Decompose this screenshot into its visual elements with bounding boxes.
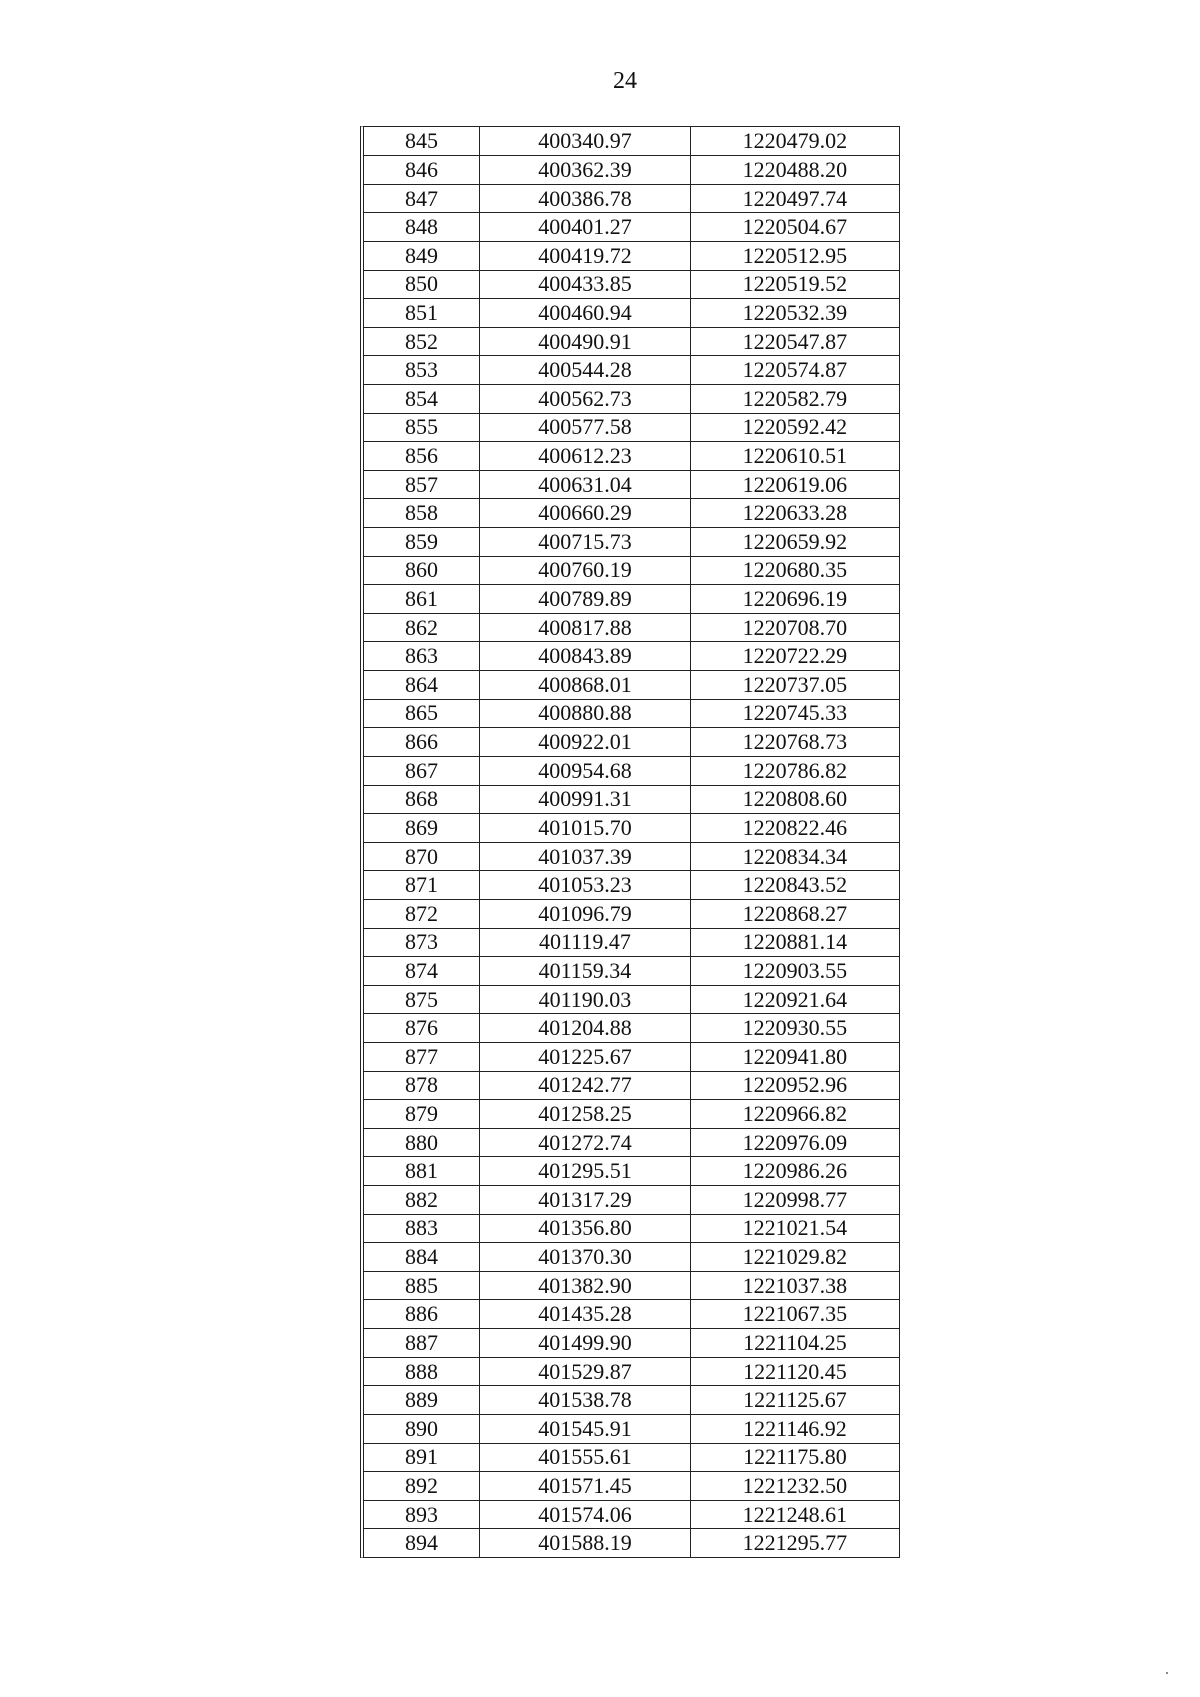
table-row (364, 413, 899, 442)
table-row (364, 1186, 899, 1215)
x-coordinate-cell: 401356.80 (480, 1214, 691, 1243)
x-coordinate-cell: 401571.45 (480, 1472, 691, 1501)
table-row (364, 270, 899, 299)
point-number-cell: 859 (364, 528, 480, 557)
x-coordinate-cell: 401037.39 (480, 842, 691, 871)
y-coordinate-cell: 1220843.52 (690, 871, 899, 900)
point-number-cell: 851 (364, 299, 480, 328)
point-number-cell: 884 (364, 1243, 480, 1272)
x-coordinate-cell: 401053.23 (480, 871, 691, 900)
point-number-cell: 870 (364, 842, 480, 871)
table-row (364, 299, 899, 328)
x-coordinate-cell: 400362.39 (480, 156, 691, 185)
x-coordinate-cell: 400577.58 (480, 413, 691, 442)
x-coordinate-cell: 401382.90 (480, 1271, 691, 1300)
table-row (364, 1128, 899, 1157)
point-number-cell: 881 (364, 1157, 480, 1186)
y-coordinate-cell: 1220610.51 (690, 442, 899, 471)
x-coordinate-cell: 401588.19 (480, 1529, 691, 1558)
y-coordinate-cell: 1220834.34 (690, 842, 899, 871)
y-coordinate-cell: 1220680.35 (690, 556, 899, 585)
y-coordinate-cell: 1221037.38 (690, 1271, 899, 1300)
table-row (364, 1243, 899, 1272)
point-number-cell: 858 (364, 499, 480, 528)
x-coordinate-cell: 400631.04 (480, 470, 691, 499)
y-coordinate-cell: 1220808.60 (690, 785, 899, 814)
y-coordinate-cell: 1220488.20 (690, 156, 899, 185)
table-row (364, 384, 899, 413)
y-coordinate-cell: 1220998.77 (690, 1186, 899, 1215)
table-row (364, 1386, 899, 1415)
table-row (364, 470, 899, 499)
x-coordinate-cell: 400954.68 (480, 756, 691, 785)
table-row (364, 1043, 899, 1072)
x-coordinate-cell: 400544.28 (480, 356, 691, 385)
table-row (364, 728, 899, 757)
x-coordinate-cell: 400386.78 (480, 184, 691, 213)
x-coordinate-cell: 400817.88 (480, 613, 691, 642)
point-number-cell: 888 (364, 1357, 480, 1386)
x-coordinate-cell: 401574.06 (480, 1500, 691, 1529)
x-coordinate-cell: 400433.85 (480, 270, 691, 299)
point-number-cell: 862 (364, 613, 480, 642)
x-coordinate-cell: 401159.34 (480, 957, 691, 986)
x-coordinate-cell: 401545.91 (480, 1414, 691, 1443)
table-row (364, 899, 899, 928)
y-coordinate-cell: 1220659.92 (690, 528, 899, 557)
table-row (364, 327, 899, 356)
scan-speck (1166, 1672, 1168, 1674)
point-number-cell: 873 (364, 928, 480, 957)
y-coordinate-cell: 1221295.77 (742, 1530, 848, 1556)
y-coordinate-cell: 1221125.67 (690, 1386, 899, 1415)
y-coordinate-cell: 1220619.06 (690, 470, 899, 499)
x-coordinate-cell: 401204.88 (480, 1014, 691, 1043)
point-number-cell: 871 (364, 871, 480, 900)
x-coordinate-cell: 401225.67 (480, 1043, 691, 1072)
point-number-cell: 848 (364, 213, 480, 242)
table-row (364, 1214, 899, 1243)
y-coordinate-cell: 1221232.50 (690, 1472, 899, 1501)
table-row (364, 1071, 899, 1100)
table-row (364, 184, 899, 213)
y-coordinate-cell: 1220868.27 (690, 899, 899, 928)
point-number-cell: 850 (364, 270, 480, 299)
x-coordinate-cell: 401258.25 (480, 1100, 691, 1129)
point-number-cell: 886 (364, 1300, 480, 1329)
x-coordinate-cell: 400760.19 (480, 556, 691, 585)
point-number-cell: 882 (364, 1186, 480, 1215)
y-coordinate-cell: 1220497.74 (690, 184, 899, 213)
x-coordinate-cell: 400562.73 (480, 384, 691, 413)
point-number-cell: 885 (364, 1271, 480, 1300)
table-row (364, 499, 899, 528)
x-coordinate-cell: 400991.31 (480, 785, 691, 814)
x-coordinate-cell: 400460.94 (480, 299, 691, 328)
point-number-cell: 891 (364, 1443, 480, 1472)
point-number-cell: 879 (364, 1100, 480, 1129)
point-number-cell: 894 (364, 1529, 480, 1558)
x-coordinate-cell: 400612.23 (480, 442, 691, 471)
point-number-cell: 875 (364, 985, 480, 1014)
point-number-cell: 883 (364, 1214, 480, 1243)
x-coordinate-cell: 400401.27 (480, 213, 691, 242)
x-coordinate-cell: 401295.51 (480, 1157, 691, 1186)
y-coordinate-cell: 1221029.82 (690, 1243, 899, 1272)
table-row (364, 814, 899, 843)
x-coordinate-cell: 400490.91 (480, 327, 691, 356)
y-coordinate-cell: 1220512.95 (690, 241, 899, 270)
point-number-cell: 878 (364, 1071, 480, 1100)
x-coordinate-cell: 401119.47 (480, 928, 691, 957)
table-row (364, 1271, 899, 1300)
x-coordinate-cell: 401499.90 (480, 1329, 691, 1358)
table-row (364, 585, 899, 614)
y-coordinate-cell: 1220708.70 (690, 613, 899, 642)
y-coordinate-cell: 1220822.46 (690, 814, 899, 843)
point-number-cell: 868 (364, 785, 480, 814)
point-number-cell: 892 (364, 1472, 480, 1501)
x-coordinate-cell: 401317.29 (480, 1186, 691, 1215)
x-coordinate-cell: 400843.89 (480, 642, 691, 671)
table-row (364, 1157, 899, 1186)
point-number-cell: 852 (364, 327, 480, 356)
table-row (364, 1472, 899, 1501)
y-coordinate-cell: 1220547.87 (690, 327, 899, 356)
point-number-cell: 864 (364, 671, 480, 700)
y-coordinate-cell: 1220745.33 (690, 699, 899, 728)
y-coordinate-cell: 1220976.09 (690, 1128, 899, 1157)
table-row (364, 1443, 899, 1472)
point-number-cell: 847 (364, 184, 480, 213)
table-row (364, 241, 899, 270)
point-number-cell: 861 (364, 585, 480, 614)
table-row (364, 842, 899, 871)
point-number-cell: 880 (364, 1128, 480, 1157)
table-row (364, 699, 899, 728)
point-number-cell: 845 (364, 127, 480, 156)
table-row (364, 442, 899, 471)
point-number-cell: 893 (364, 1500, 480, 1529)
point-number-cell: 874 (364, 957, 480, 986)
x-coordinate-cell: 401242.77 (480, 1071, 691, 1100)
y-coordinate-cell: 1220966.82 (690, 1100, 899, 1129)
x-coordinate-cell: 400789.89 (480, 585, 691, 614)
x-coordinate-cell: 401435.28 (480, 1300, 691, 1329)
y-coordinate-cell: 1220696.19 (690, 585, 899, 614)
table-row (364, 356, 899, 385)
point-number-cell: 889 (364, 1386, 480, 1415)
table-row (364, 1100, 899, 1129)
point-number-cell: 866 (364, 728, 480, 757)
table-row (364, 1414, 899, 1443)
y-coordinate-cell: 1220952.96 (690, 1071, 899, 1100)
y-coordinate-cell: 1221248.61 (690, 1500, 899, 1529)
y-coordinate-cell: 1220921.64 (690, 985, 899, 1014)
table-row (364, 528, 899, 557)
table-row (364, 1014, 899, 1043)
table-row (364, 928, 899, 957)
y-coordinate-cell: 1221104.25 (690, 1329, 899, 1358)
y-coordinate-cell: 1220768.73 (690, 728, 899, 757)
table-row (364, 985, 899, 1014)
coordinates-table (360, 126, 900, 1558)
y-coordinate-cell: 1220903.55 (690, 957, 899, 986)
point-number-cell: 853 (364, 356, 480, 385)
table-row (364, 1357, 899, 1386)
x-coordinate-cell: 400715.73 (480, 528, 691, 557)
x-coordinate-cell: 401190.03 (480, 985, 691, 1014)
x-coordinate-cell: 400340.97 (480, 127, 691, 156)
x-coordinate-cell: 400660.29 (480, 499, 691, 528)
table-row (364, 957, 899, 986)
y-coordinate-cell: 1220881.14 (690, 928, 899, 957)
table-row (364, 671, 899, 700)
y-coordinate-cell: 1221067.35 (690, 1300, 899, 1329)
y-coordinate-cell: 1220592.42 (690, 413, 899, 442)
point-number-cell: 877 (364, 1043, 480, 1072)
point-number-cell: 876 (364, 1014, 480, 1043)
point-number-cell: 863 (364, 642, 480, 671)
point-number-cell: 857 (364, 470, 480, 499)
point-number-cell: 860 (364, 556, 480, 585)
y-coordinate-cell: 1220722.29 (690, 642, 899, 671)
point-number-cell: 867 (364, 756, 480, 785)
table-row (364, 871, 899, 900)
point-number-cell: 869 (364, 814, 480, 843)
x-coordinate-cell: 401538.78 (480, 1386, 691, 1415)
x-coordinate-cell: 401370.30 (480, 1243, 691, 1272)
y-coordinate-cell: 1220479.02 (690, 127, 899, 156)
point-number-cell: 849 (364, 241, 480, 270)
y-coordinate-cell: 1220519.52 (690, 270, 899, 299)
y-coordinate-cell: 1220786.82 (690, 756, 899, 785)
coordinates-table-body (364, 127, 899, 1557)
table-row (364, 1300, 899, 1329)
point-number-cell: 865 (364, 699, 480, 728)
x-coordinate-cell: 401096.79 (480, 899, 691, 928)
y-coordinate-cell: 1220930.55 (690, 1014, 899, 1043)
y-coordinate-cell: 1220737.05 (690, 671, 899, 700)
table-row (364, 1529, 899, 1558)
table-row (364, 1329, 899, 1358)
table-row (364, 785, 899, 814)
table-row (364, 756, 899, 785)
point-number-cell: 872 (364, 899, 480, 928)
x-coordinate-cell: 400419.72 (480, 241, 691, 270)
table-row (364, 213, 899, 242)
y-coordinate-cell: 1220532.39 (690, 299, 899, 328)
x-coordinate-cell: 401272.74 (480, 1128, 691, 1157)
y-coordinate-cell: 1221146.92 (690, 1414, 899, 1443)
point-number-cell: 855 (364, 413, 480, 442)
page-number: 24 (613, 68, 637, 94)
table-row (364, 642, 899, 671)
x-coordinate-cell: 400922.01 (480, 728, 691, 757)
x-coordinate-cell: 401015.70 (480, 814, 691, 843)
x-coordinate-cell: 400868.01 (480, 671, 691, 700)
table-row (364, 556, 899, 585)
point-number-cell: 856 (364, 442, 480, 471)
y-coordinate-cell: 1220574.87 (690, 356, 899, 385)
y-coordinate-cell: 1220582.79 (690, 384, 899, 413)
table-row (364, 613, 899, 642)
y-coordinate-cell: 1221021.54 (690, 1214, 899, 1243)
x-coordinate-cell: 401529.87 (480, 1357, 691, 1386)
table-row (364, 156, 899, 185)
y-coordinate-cell: 1220941.80 (690, 1043, 899, 1072)
point-number-cell: 887 (364, 1329, 480, 1358)
table-row (364, 1500, 899, 1529)
point-number-cell: 890 (364, 1414, 480, 1443)
y-coordinate-cell: 1220633.28 (690, 499, 899, 528)
y-coordinate-cell: 1221120.45 (690, 1357, 899, 1386)
y-coordinate-cell: 1221175.80 (690, 1443, 899, 1472)
y-coordinate-cell: 1220986.26 (690, 1157, 899, 1186)
table-row (364, 127, 899, 156)
x-coordinate-cell: 401555.61 (480, 1443, 691, 1472)
y-coordinate-cell: 1220504.67 (690, 213, 899, 242)
point-number-cell: 854 (364, 384, 480, 413)
point-number-cell: 846 (364, 156, 480, 185)
x-coordinate-cell: 400880.88 (480, 699, 691, 728)
